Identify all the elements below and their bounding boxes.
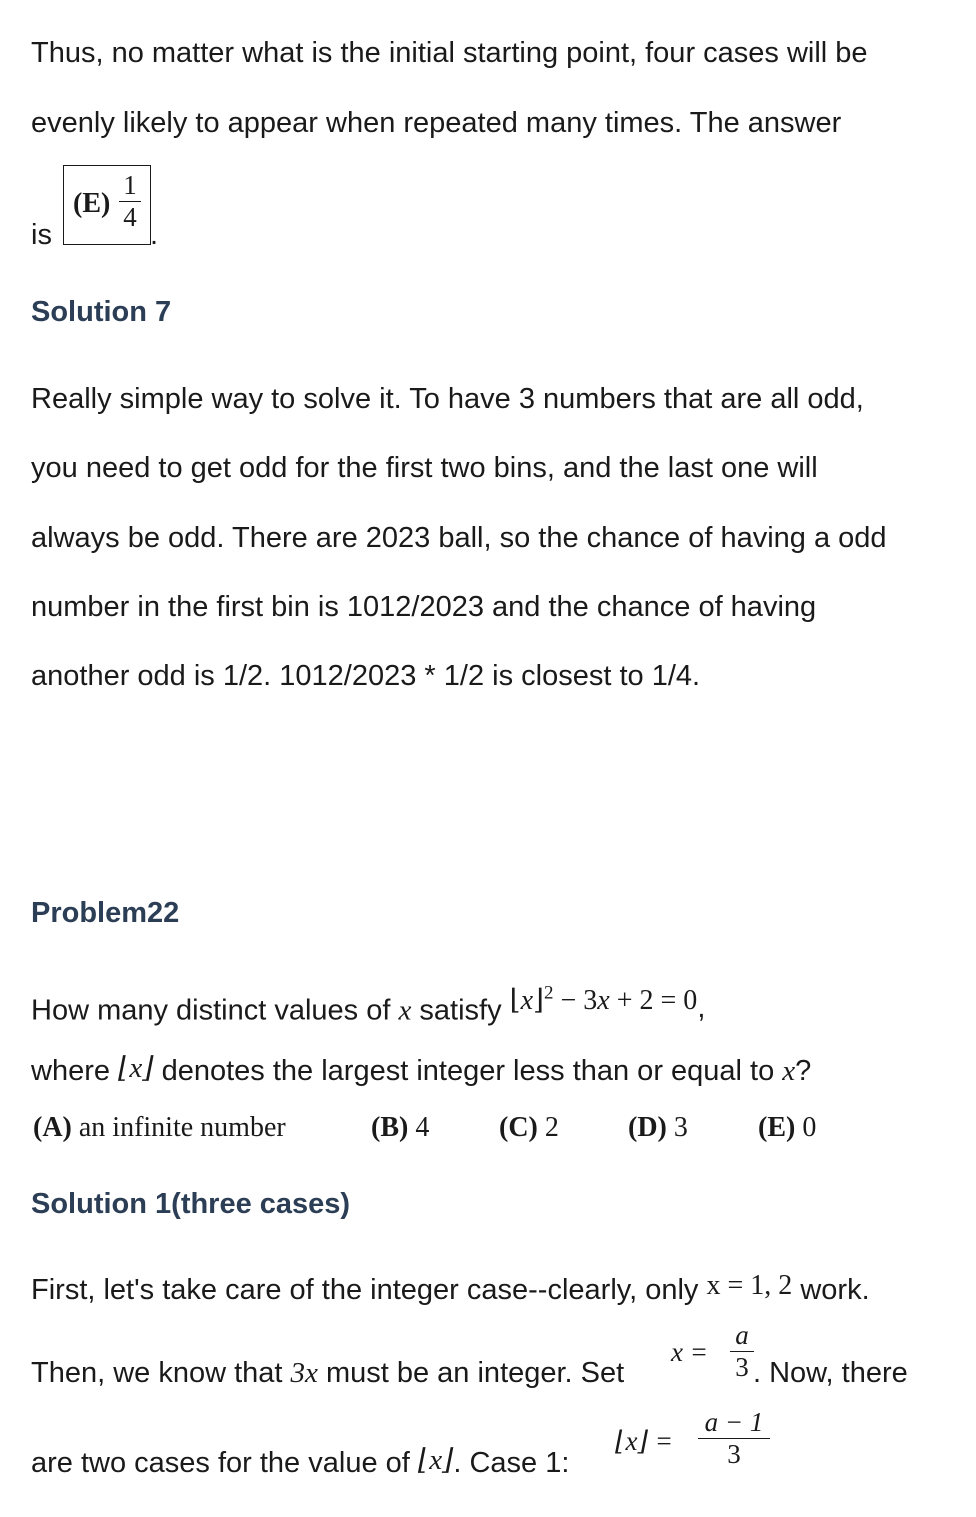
- case-numerator: a − 1: [704, 1407, 764, 1437]
- solution-7-line: another odd is 1/2. 1012/2023 * 1/2 is closest to 1/4.: [31, 660, 701, 692]
- solution-line-2: [31, 1355, 624, 1391]
- set-denominator: 3: [735, 1352, 749, 1382]
- comma: ,: [697, 992, 706, 1025]
- question-line-1: [31, 983, 706, 1029]
- choice-letter: (A): [33, 1112, 72, 1143]
- eq-part: − 3: [553, 985, 598, 1017]
- solution-text: are two cases for the value of: [31, 1447, 418, 1479]
- answer-denominator: 4: [123, 202, 137, 232]
- floor-right: ⌋: [533, 985, 544, 1017]
- set-fraction: [730, 1320, 754, 1383]
- choice-letter: (C): [499, 1112, 538, 1143]
- choice-c: [499, 1112, 559, 1144]
- choice-text: 3: [666, 1112, 688, 1143]
- set-lhs: x =: [671, 1337, 708, 1367]
- choice-text: 0: [795, 1112, 817, 1143]
- solution-text: Then, we know that: [31, 1357, 291, 1389]
- solution-line-3: [31, 1445, 569, 1481]
- choice-text: 4: [408, 1112, 430, 1143]
- solution-7-line: you need to get odd for the first two bins, and the last one will: [31, 452, 818, 484]
- choice-letter: (E): [758, 1112, 796, 1143]
- math-inline: x = 1, 2: [706, 1270, 793, 1301]
- question-text: How many distinct values of: [31, 994, 399, 1027]
- choice-a: [33, 1112, 286, 1144]
- solution-1-heading: Solution 1(three cases): [31, 1188, 351, 1220]
- solution-7-heading: Solution 7: [31, 296, 172, 328]
- choice-letter: (B): [371, 1112, 409, 1143]
- set-numerator: a: [735, 1320, 749, 1350]
- choice-text: 2: [537, 1112, 559, 1143]
- answer-numerator: 1: [123, 170, 137, 200]
- answer-fraction: [119, 170, 141, 233]
- floor-left: ⌊: [509, 985, 521, 1017]
- math-var: x: [520, 985, 534, 1017]
- solution-7-line: Really simple way to solve it. To have 3 numbers that are all odd,: [31, 383, 864, 415]
- solution-text: First, let's take care of the integer case--clearly, only: [31, 1274, 707, 1306]
- case-lhs: ⌊x⌋ =: [615, 1426, 674, 1456]
- case-fraction: [698, 1407, 770, 1470]
- problem-22-heading: Problem22: [31, 897, 180, 929]
- para-line-2: evenly likely to appear when repeated many times. The answer: [31, 107, 842, 139]
- math-var: x: [782, 1055, 796, 1087]
- case-denominator: 3: [727, 1439, 741, 1469]
- floor-x: ⌊x⌋: [118, 1052, 154, 1084]
- solution-7-line: always be odd. There are 2023 ball, so the chance of having a odd: [31, 522, 887, 554]
- answer-period: .: [150, 219, 159, 251]
- choice-text: an infinite number: [71, 1112, 286, 1143]
- is-word: is: [31, 219, 52, 251]
- math-inline: 3x: [290, 1357, 318, 1389]
- eq-part: + 2 = 0: [609, 985, 698, 1017]
- choice-d: [628, 1112, 688, 1144]
- math-var: x: [597, 985, 610, 1017]
- question-text: where: [31, 1055, 119, 1087]
- answer-letter: (E): [73, 188, 111, 219]
- choice-e: [758, 1112, 816, 1144]
- answer-box: [63, 165, 151, 245]
- equation: [510, 985, 698, 1016]
- exponent: 2: [543, 983, 554, 1004]
- question-line-2: [31, 1053, 811, 1089]
- math-var: x: [398, 994, 412, 1027]
- choice-b: [371, 1112, 429, 1144]
- question-text: satisfy: [411, 994, 510, 1027]
- question-mark: ?: [795, 1055, 812, 1087]
- question-text: denotes the largest integer less than or equal to: [153, 1055, 783, 1087]
- set-post: . Now, there: [753, 1357, 908, 1389]
- solution-text: work.: [792, 1274, 870, 1306]
- solution-7-line: number in the first bin is 1012/2023 and the chance of having: [31, 591, 817, 623]
- solution-line-1: [31, 1272, 870, 1309]
- choice-letter: (D): [628, 1112, 667, 1143]
- para-line-1: Thus, no matter what is the initial starting point, four cases will be: [31, 37, 868, 69]
- floor-x: ⌊x⌋: [417, 1444, 454, 1476]
- solution-text: . Case 1:: [453, 1447, 570, 1479]
- solution-text: must be an integer. Set: [317, 1357, 625, 1389]
